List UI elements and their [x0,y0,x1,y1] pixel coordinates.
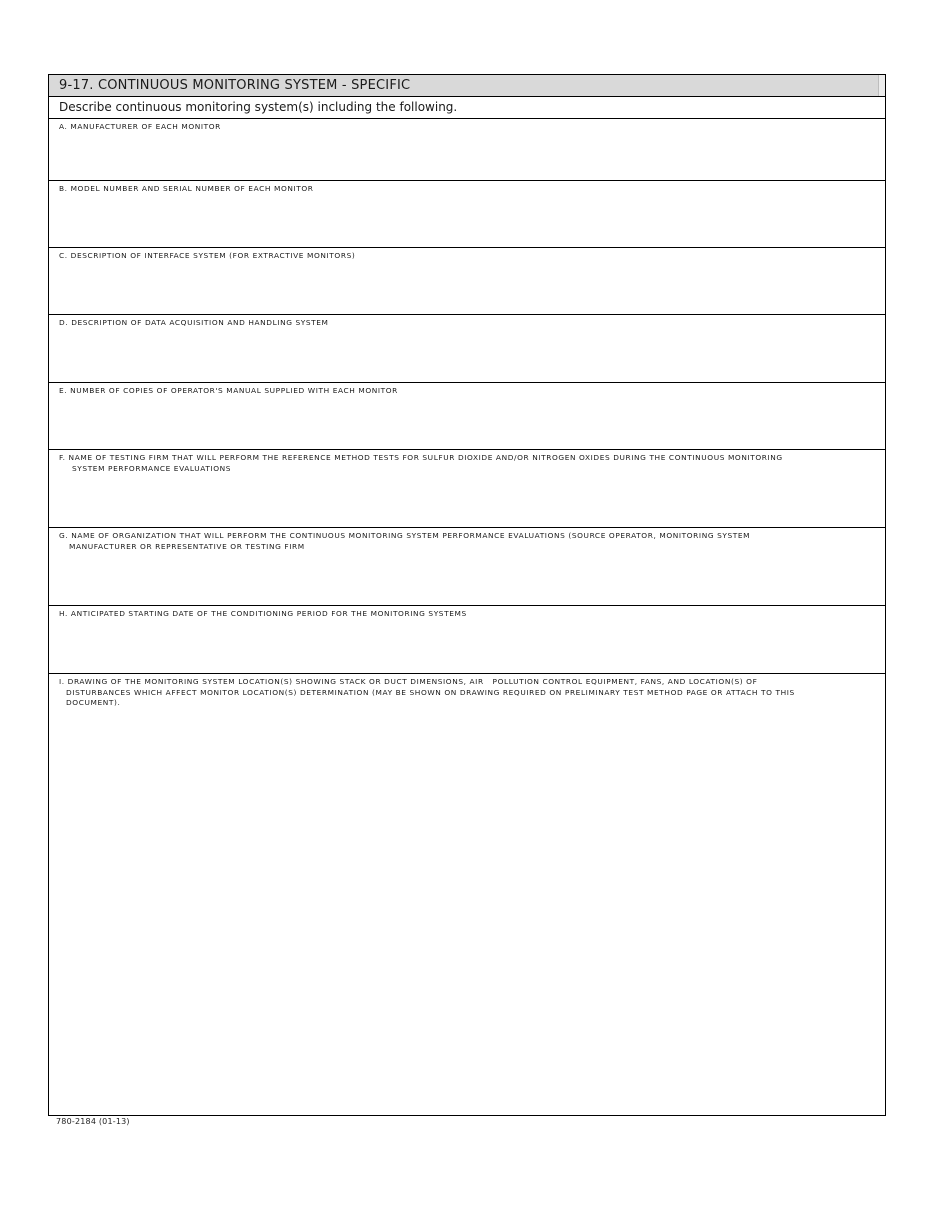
header-strip [878,75,885,96]
field-location-drawing-label-line2: DISTURBANCES WHICH AFFECT MONITOR LOCATION(S) DETERMINATION (MAY BE SHOWN ON DRAWING REQUIRED ON PRELIMINARY TEST METHOD PAGE OR ATTACH TO THIS [66,687,795,697]
monitoring-form [48,74,886,1116]
field-evaluation-organization-label-line1: G. NAME OF ORGANIZATION THAT WILL PERFORM THE CONTINUOUS MONITORING SYSTEM PERFORMANCE EVALUATIONS (SOURCE OPERATOR, MONITORING SYSTEM [59,531,751,540]
field-evaluation-organization[interactable] [49,528,885,606]
field-testing-firm[interactable] [49,450,885,528]
field-model-serial-label: B. MODEL NUMBER AND SERIAL NUMBER OF EACH MONITOR [59,184,314,193]
field-conditioning-start-date[interactable] [49,606,885,674]
field-manufacturer-label: A. MANUFACTURER OF EACH MONITOR [59,122,221,131]
field-data-acquisition[interactable] [49,315,885,383]
field-testing-firm-label [49,450,885,474]
field-location-drawing-label-line3: DOCUMENT). [66,698,121,707]
field-interface-system-label: C. DESCRIPTION OF INTERFACE SYSTEM (FOR EXTRACTIVE MONITORS) [59,251,356,260]
field-model-serial[interactable] [49,181,885,248]
field-operator-manual-copies-label: E. NUMBER OF COPIES OF OPERATOR'S MANUAL SUPPLIED WITH EACH MONITOR [59,386,398,395]
field-interface-system[interactable] [49,248,885,315]
field-location-drawing-label [49,674,885,709]
section-intro: Describe continuous monitoring system(s) including the following. [49,97,885,119]
section-title: 9-17. CONTINUOUS MONITORING SYSTEM - SPECIFIC [59,78,411,93]
field-testing-firm-label-line1: F. NAME OF TESTING FIRM THAT WILL PERFORM THE REFERENCE METHOD TESTS FOR SULFUR DIOXIDE AND/OR NITROGEN OXIDES DURING THE CONTINUOUS MONITORING [59,453,783,462]
field-testing-firm-label-line2: SYSTEM PERFORMANCE EVALUATIONS [72,463,232,473]
field-data-acquisition-label: D. DESCRIPTION OF DATA ACQUISITION AND HANDLING SYSTEM [59,318,329,327]
field-operator-manual-copies[interactable] [49,383,885,450]
section-header [49,75,885,97]
field-conditioning-start-date-label: H. ANTICIPATED STARTING DATE OF THE CONDITIONING PERIOD FOR THE MONITORING SYSTEMS [59,609,467,618]
field-location-drawing[interactable] [49,674,885,1115]
field-evaluation-organization-label-line2: MANUFACTURER OR REPRESENTATIVE OR TESTING FIRM [69,541,305,551]
field-location-drawing-label-line1: I. DRAWING OF THE MONITORING SYSTEM LOCATION(S) SHOWING STACK OR DUCT DIMENSIONS, AIR POLLUTION CONTROL EQUIPMENT, FANS, AND LOCATION(S) OF [59,677,758,686]
field-evaluation-organization-label [49,528,885,552]
form-number: 780-2184 (01-13) [56,1117,130,1126]
field-manufacturer[interactable] [49,119,885,181]
